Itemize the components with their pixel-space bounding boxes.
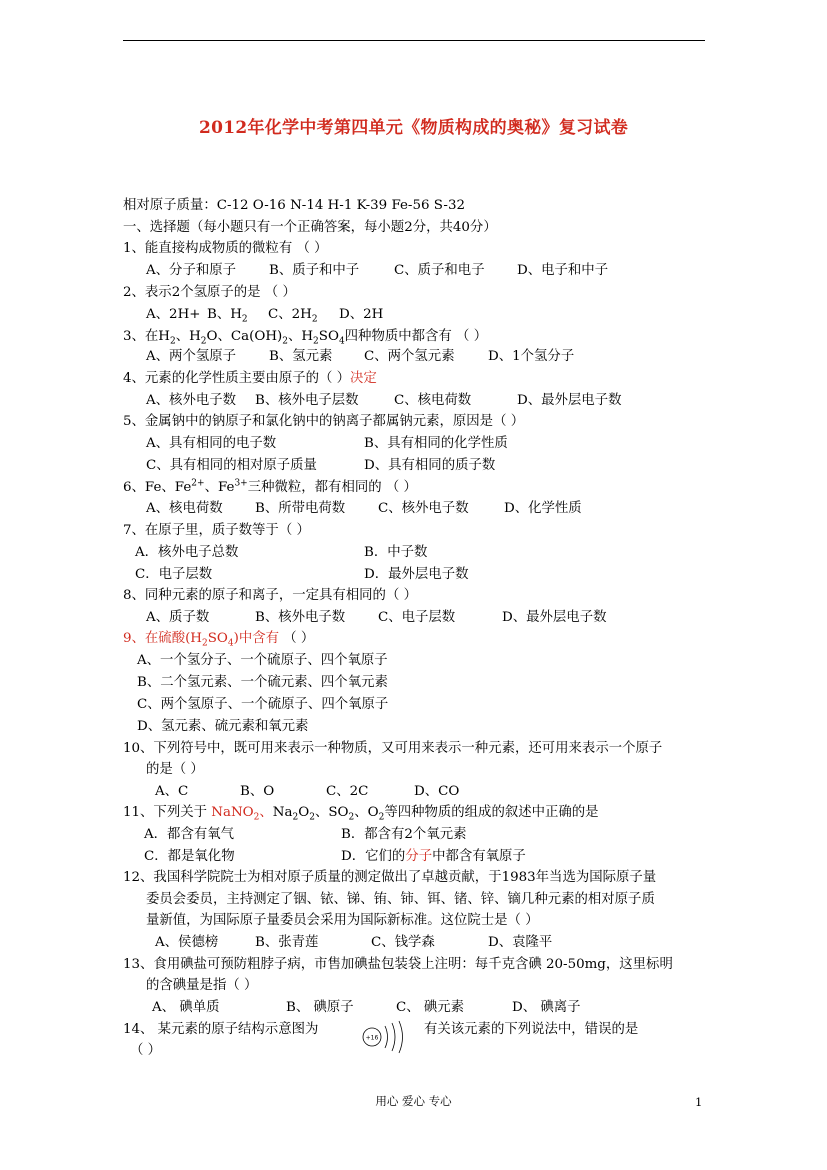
q2-option-b: B、$H_2$ <box>207 307 248 325</box>
q10-option-a: A、C <box>155 784 189 799</box>
q7-option-a: A．核外电子总数 <box>135 545 239 560</box>
q1-option-b: B、质子和中子 <box>269 263 360 278</box>
q5-option-a: A、具有相同的电子数 <box>146 436 277 451</box>
q8-option-c: C、电子层数 <box>378 610 456 625</box>
question-10-stem-cont: 的是（ ） <box>146 762 204 777</box>
question-3-stem: 3、在$H_2$、$H_2O$、$Ca(OH)_2$、$H_2SO_4$四种物质中都含有 （ ） <box>123 329 488 347</box>
q6-option-b: B、所带电荷数 <box>255 501 346 516</box>
q12-option-b: B、张青莲 <box>255 935 319 950</box>
q7-option-c: C．电子层数 <box>135 567 213 582</box>
nucleus-charge: +16 <box>365 1034 379 1042</box>
q12-option-a: A、侯德榜 <box>155 935 219 950</box>
q10-option-b: B、O <box>240 784 275 799</box>
question-14-answer-blank: （ ） <box>130 1043 162 1058</box>
q4-option-b: B、核外电子层数 <box>255 393 359 408</box>
page-number: 1 <box>695 1095 703 1109</box>
q9-option-a: A、一个氢分子、一个硫原子、四个氧原子 <box>137 653 388 668</box>
q2-option-c: C、$2H_2$ <box>268 307 318 325</box>
q7-option-b: B．中子数 <box>364 545 428 560</box>
question-5-stem: 5、金属钠中的钠原子和氯化钠中的钠离子都属钠元素，原因是（ ） <box>123 414 525 429</box>
q10-option-c: C、2C <box>326 784 369 799</box>
q9-option-d: D、氢元素、硫元素和氧元素 <box>137 719 309 734</box>
question-12-stem-line3: 量新值，为国际原子量委员会采用为国际新标准。这位院士是（ ） <box>146 913 539 928</box>
q11-option-a: A．都含有氧气 <box>144 827 235 842</box>
q2-option-a: A、2H+ <box>146 307 201 322</box>
q1-option-d: D、电子和中子 <box>517 263 609 278</box>
question-6-stem: 6、Fe、$Fe^{2+}$、$Fe^{3+}$三种微粒，都有相同的 （ ） <box>123 478 417 495</box>
question-13-stem-line2: 的含碘量是指（ ） <box>146 978 258 993</box>
q12-option-c: C、钱学森 <box>371 935 435 950</box>
q3-option-b: B、氢元素 <box>269 349 333 364</box>
page-footer: 用心 爱心 专心 <box>375 1094 452 1108</box>
q6-option-c: C、核外电子数 <box>378 501 469 516</box>
q3-option-c: C、两个氢元素 <box>364 349 455 364</box>
q4-option-d: D、最外层电子数 <box>517 393 622 408</box>
atomic-masses: 相对原子质量：C-12 O-16 N-14 H-1 K-39 Fe-56 S-32 <box>123 198 465 213</box>
q9-option-b: B、二个氢元素、一个硫元素、四个氧元素 <box>137 675 388 690</box>
electron-shell-1 <box>385 1026 388 1048</box>
q4-option-c: C、核电荷数 <box>394 393 472 408</box>
q4-option-a: A、核外电子数 <box>146 393 237 408</box>
q11-option-d: D．它们的分子中都含有氧原子 <box>341 849 526 864</box>
q1-option-c: C、质子和电子 <box>394 263 485 278</box>
q3-option-a: A、两个氢原子 <box>146 349 237 364</box>
question-1-stem: 1、能直接构成物质的微粒有 （ ） <box>123 241 328 256</box>
atomic-structure-diagram <box>356 1020 414 1054</box>
question-2-stem: 2、表示2个氢原子的是 （ ） <box>123 285 296 300</box>
question-11-stem: 11、下列关于 NaNO$_2$、$Na_2O_2$、$SO_2$、$O_2$等四种物质的组成的叙述中正确的是 <box>123 805 599 823</box>
question-7-stem: 7、在原子里，质子数等于（ ） <box>123 523 310 538</box>
q1-option-a: A、分子和原子 <box>146 263 237 278</box>
question-14-stem-cont: 有关该元素的下列说法中，错误的是 <box>424 1022 639 1037</box>
electron-shell-3 <box>399 1021 403 1053</box>
page-title: 2012年化学中考第四单元《物质构成的奥秘》复习试卷 <box>198 118 629 138</box>
question-4-stem: 4、元素的化学性质主要由原子的（ ）决定 <box>123 371 377 386</box>
q10-option-d: D、CO <box>414 784 460 799</box>
question-9-stem: 9、在硫酸$(H_2SO_4)$中含有 （ ） <box>123 631 315 649</box>
q3-option-d: D、1个氢分子 <box>488 349 575 364</box>
q5-option-c: C、具有相同的相对原子质量 <box>146 458 317 473</box>
q11-option-b: B．都含有2个氧元素 <box>341 827 467 842</box>
q8-option-a: A、质子数 <box>146 610 210 625</box>
q7-option-d: D．最外层电子数 <box>364 567 469 582</box>
question-12-stem-line2: 委员会委员，主持测定了铟、铱、锑、铕、铈、铒、锗、锌、镝几种元素的相对原子质 <box>146 892 655 907</box>
section-heading: 一、选择题（每小题只有一个正确答案，每小题2分，共40分） <box>123 220 497 235</box>
q8-option-b: B、核外电子数 <box>255 610 346 625</box>
q13-option-a: A、 碘单质 <box>152 1000 220 1015</box>
question-12-stem: 12、我国科学院院士为相对原子质量的测定做出了卓越贡献，于1983年当选为国际原子量 <box>123 870 657 885</box>
question-13-stem: 13、食用碘盐可预防粗脖子病，市售加碘盐包装袋上注明：每千克含碘 20-50mg，这里标明 <box>123 957 673 972</box>
header-rule <box>123 40 705 41</box>
question-8-stem: 8、同种元素的原子和离子，一定具有相同的（ ） <box>123 588 417 603</box>
q8-option-d: D、最外层电子数 <box>502 610 607 625</box>
q5-option-b: B、具有相同的化学性质 <box>364 436 508 451</box>
q2-option-d: D、2H <box>339 307 384 322</box>
q12-option-d: D、袁隆平 <box>488 935 553 950</box>
q6-option-d: D、化学性质 <box>504 501 582 516</box>
q11-option-c: C．都是氧化物 <box>144 849 235 864</box>
q13-option-b: B、 碘原子 <box>286 1000 354 1015</box>
q5-option-d: D、具有相同的质子数 <box>364 458 496 473</box>
question-14-stem: 14、 某元素的原子结构示意图为 <box>123 1022 319 1037</box>
q13-option-d: D、 碘离子 <box>512 1000 581 1015</box>
electron-shell-2 <box>392 1023 395 1051</box>
question-10-stem: 10、下列符号中，既可用来表示一种物质，又可用来表示一种元素，还可用来表示一个原子 <box>123 741 663 756</box>
q9-option-c: C、两个氢原子、一个硫原子、四个氧原子 <box>137 697 389 712</box>
q6-option-a: A、核电荷数 <box>146 501 223 516</box>
q13-option-c: C、 碘元素 <box>396 1000 465 1015</box>
